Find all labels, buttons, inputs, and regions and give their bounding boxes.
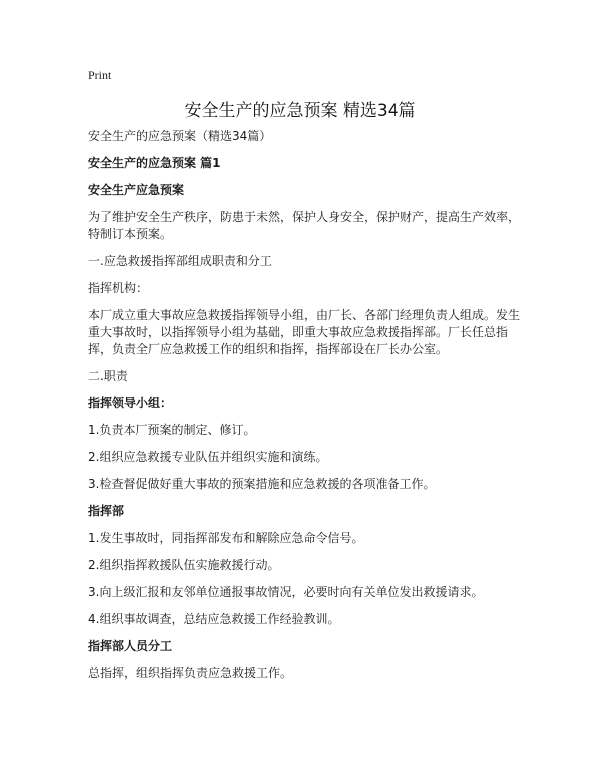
section-heading: 安全生产的应急预案 篇1 [88, 156, 221, 170]
document-body [88, 128, 528, 692]
list-item: 3.检查督促做好重大事故的预案措施和应急救援的各项准备工作。 [88, 477, 436, 491]
page-title: 安全生产的应急预案 精选34篇 [184, 101, 416, 121]
part-two-heading: 二.职责 [88, 369, 128, 383]
chief-commander-paragraph: 总指挥，组织指挥负责应急救援工作。 [88, 666, 293, 680]
list-item: 1.发生事故时，同指挥部发布和解除应急命令信号。 [88, 531, 364, 545]
list-item: 4.组织事故调查，总结应急救援工作经验教训。 [88, 612, 340, 626]
part-one-heading: 一.应急救援指挥部组成职责和分工 [88, 254, 272, 268]
staff-division-heading: 指挥部人员分工 [88, 639, 173, 653]
list-item: 3.向上级汇报和友邻单位通报事故情况，必要时向有关单位发出救援请求。 [88, 585, 484, 599]
command-org-paragraph: 本厂成立重大事故应急救援指挥领导小组，由厂长、各部门经理负责人组成。发生重大事故时，以指挥领导小组为基础，即重大事故应急救援指挥部。厂长任总指挥，负责全厂应急救援工作的组织和指挥，指挥部设在厂长办公室。 [88, 308, 521, 356]
list-item: 1.负责本厂预案的制定、修订。 [88, 423, 256, 437]
list-item: 2.组织应急救援专业队伍并组织实施和演练。 [88, 450, 328, 464]
print-label: Print [88, 68, 112, 82]
subtitle: 安全生产的应急预案（精选34篇） [88, 129, 272, 143]
hq-heading: 指挥部 [88, 504, 125, 518]
command-org-label: 指挥机构： [88, 281, 149, 295]
intro-paragraph: 为了维护安全生产秩序，防患于未然，保护人身安全，保护财产，提高生产效率，特制订本预案。 [88, 210, 521, 241]
leader-group-heading: 指挥领导小组： [88, 396, 173, 410]
section-subheading: 安全生产应急预案 [88, 183, 185, 197]
list-item: 2.组织指挥救援队伍实施救援行动。 [88, 558, 280, 572]
